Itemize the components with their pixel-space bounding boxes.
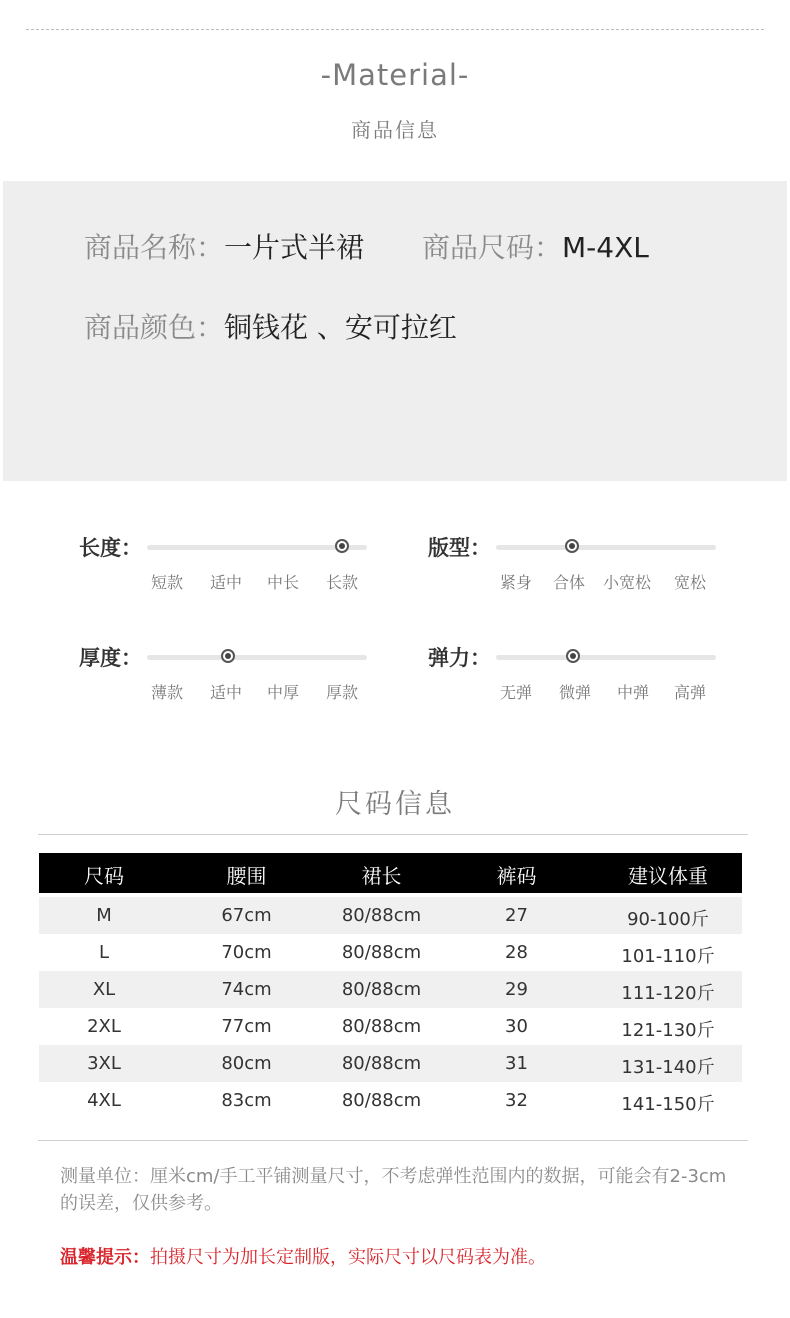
attribute-label: 弹力： xyxy=(428,646,491,670)
table-cell: 28 xyxy=(505,942,528,963)
attribute-track xyxy=(496,655,716,660)
table-cell: 80/88cm xyxy=(341,905,422,926)
divider xyxy=(38,1140,748,1141)
attribute-option: 中长 xyxy=(267,573,300,592)
measurement-note: 测量单位：厘米cm/手工平铺测量尺寸，不考虑弹性范围内的数据，可能会有2-3cm的误差，仅供参考。 xyxy=(60,1166,727,1214)
table-cell: 80/88cm xyxy=(341,1053,422,1074)
attribute-knob xyxy=(566,649,580,663)
table-cell: 80cm xyxy=(221,1053,272,1074)
product-size-label: 商品尺码： xyxy=(422,231,563,264)
attribute-label: 厚度： xyxy=(79,646,142,670)
attribute-option: 合体 xyxy=(553,573,586,592)
attribute-length xyxy=(79,532,399,592)
attribute-thickness xyxy=(79,642,399,702)
table-cell: 2XL xyxy=(87,1016,121,1037)
table-row xyxy=(39,1082,742,1119)
attribute-option: 短款 xyxy=(151,573,184,592)
product-color-line xyxy=(84,306,457,346)
attribute-option: 宽松 xyxy=(674,573,707,592)
header-cell: 尺码 xyxy=(84,864,124,888)
table-cell: 141-150斤 xyxy=(621,1094,715,1115)
table-cell: XL xyxy=(92,979,116,1000)
table-cell: 3XL xyxy=(87,1053,121,1074)
attribute-option: 适中 xyxy=(210,683,243,702)
table-cell: 80/88cm xyxy=(341,1016,422,1037)
table-cell: 80/88cm xyxy=(341,942,422,963)
attribute-option: 无弹 xyxy=(500,683,533,702)
table-cell: M xyxy=(96,905,112,926)
material-subtitle: 商品信息 xyxy=(351,118,439,142)
table-cell: 70cm xyxy=(221,942,272,963)
table-cell: 4XL xyxy=(87,1090,121,1111)
attribute-knob xyxy=(335,539,349,553)
table-row xyxy=(39,1008,742,1045)
header-cell: 裤码 xyxy=(496,864,537,888)
table-row xyxy=(39,897,742,934)
size-table-header xyxy=(39,853,742,893)
attribute-option: 微弹 xyxy=(559,683,592,702)
attribute-label: 长度： xyxy=(79,536,142,560)
warm-tip xyxy=(60,1243,546,1269)
table-cell: 29 xyxy=(505,979,528,1000)
top-dashed-divider xyxy=(26,29,764,30)
table-cell: 131-140斤 xyxy=(621,1057,715,1078)
material-title: -Material- xyxy=(320,58,470,92)
table-cell: 74cm xyxy=(221,979,272,1000)
attribute-knob xyxy=(565,539,579,553)
attribute-option: 高弹 xyxy=(674,683,707,702)
attribute-option: 适中 xyxy=(210,573,243,592)
attribute-track xyxy=(147,655,367,660)
table-row xyxy=(39,934,742,971)
table-row xyxy=(39,971,742,1008)
attribute-option: 小宽松 xyxy=(603,573,652,592)
product-name-value: 一片式半裙 xyxy=(224,231,365,264)
table-cell: 30 xyxy=(505,1016,528,1037)
header-cell: 裙长 xyxy=(361,864,402,888)
attribute-option: 紧身 xyxy=(500,573,533,592)
attribute-option: 长款 xyxy=(326,573,359,592)
divider xyxy=(38,834,748,835)
table-cell: 32 xyxy=(505,1090,528,1111)
attribute-option: 中弹 xyxy=(617,683,650,702)
attribute-fit xyxy=(428,532,748,592)
product-color-label: 商品颜色： xyxy=(84,311,225,344)
table-cell: 121-130斤 xyxy=(621,1020,715,1041)
size-table-title: 尺码信息 xyxy=(335,789,455,820)
header-cell: 腰围 xyxy=(226,864,267,888)
attribute-option: 中厚 xyxy=(267,683,300,702)
table-cell: 67cm xyxy=(221,905,272,926)
table-cell: 80/88cm xyxy=(341,1090,422,1111)
product-size-line xyxy=(422,226,649,266)
table-cell: 83cm xyxy=(221,1090,272,1111)
product-name-line xyxy=(84,226,364,266)
warm-tip-label: 温馨提示： xyxy=(60,1247,150,1268)
attribute-option: 薄款 xyxy=(151,683,184,702)
attribute-elasticity xyxy=(428,642,748,702)
header-cell: 建议体重 xyxy=(628,864,708,888)
product-size-value: M-4XL xyxy=(562,231,649,264)
warm-tip-text: 拍摄尺寸为加长定制版，实际尺寸以尺码表为准。 xyxy=(150,1247,546,1268)
table-cell: 27 xyxy=(505,905,528,926)
attribute-label: 版型： xyxy=(428,536,491,560)
product-color-value: 铜钱花 、安可拉红 xyxy=(224,311,457,344)
product-name-label: 商品名称： xyxy=(84,231,225,264)
attribute-track xyxy=(147,545,367,550)
attribute-track xyxy=(496,545,716,550)
table-cell: 77cm xyxy=(221,1016,272,1037)
table-cell: 31 xyxy=(505,1053,528,1074)
table-cell: 101-110斤 xyxy=(621,946,715,967)
attribute-knob xyxy=(221,649,235,663)
attribute-option: 厚款 xyxy=(326,683,359,702)
table-cell: 90-100斤 xyxy=(627,909,709,930)
table-cell: 111-120斤 xyxy=(621,983,715,1004)
table-row xyxy=(39,1045,742,1082)
table-cell: 80/88cm xyxy=(341,979,422,1000)
table-cell: L xyxy=(98,942,110,963)
